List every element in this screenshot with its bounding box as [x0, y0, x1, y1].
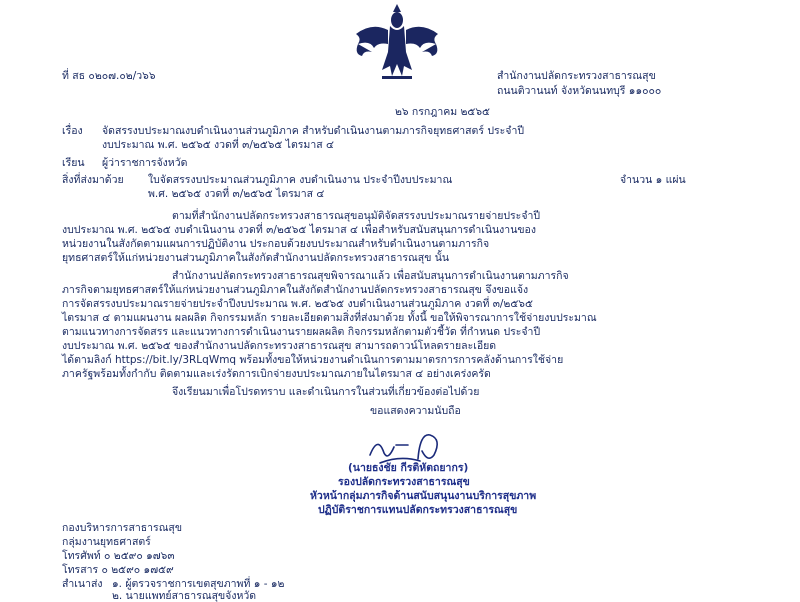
salutation-label: เรียน: [62, 157, 85, 169]
letter-date: ๒๖ กรกฎาคม ๒๕๖๕: [395, 106, 490, 118]
para1-line-2: งบประมาณ พ.ศ. ๒๕๖๕ งบดำเนินงาน งวดที่ ๓/๒๕๖๕ ไตรมาส ๔ เพื่อสำหรับสนับสนุนการดำเนินงานของ: [62, 224, 536, 236]
para2-line-5: ตามแนวทางการจัดสรร และแนวทางการดำเนินงานรายผลผลิต กิจกรรมหลักตามตัวชี้วัด ที่กำหนด ประจำปี: [62, 326, 541, 338]
signatory-title-3: ปฏิบัติราชการแทนปลัดกระทรวงสาธารณสุข: [318, 504, 518, 516]
para1-line-4: ยุทธศาสตร์ให้แก่หน่วยงานส่วนภูมิภาคในสังกัดสำนักงานปลัดกระทรวงสาธารณสุข นั้น: [62, 252, 450, 264]
para2-line-6: งบประมาณ พ.ศ. ๒๕๖๕ ของสำนักงานปลัดกระทรวงสาธารณสุข สามารถดาวน์โหลดรายละเอียด: [62, 340, 497, 352]
cc-label: สำเนาส่ง: [62, 578, 103, 590]
para2-line-1: สำนักงานปลัดกระทรวงสาธารณสุขพิจารณาแล้ว เพื่อสนับสนุนการดำเนินงานตามภารกิจ: [172, 270, 569, 282]
footer-group: กลุ่มงานยุทธศาสตร์: [62, 536, 151, 548]
footer-fax: โทรสาร ๐ ๒๕๙๐ ๑๗๕๙: [62, 564, 174, 576]
reference-number: ที่ สธ ๐๒๐๗.๐๒/ว๖๖: [62, 70, 156, 82]
signatory-title-1: รองปลัดกระทรวงสาธารณสุข: [338, 476, 470, 488]
para2-line-7: ได้ตามลิงก์ https://bit.ly/3RLqWmq พร้อมทั้งขอให้หน่วยงานดำเนินการตามมาตรการการคลังด้านการใช้จ่าย: [62, 354, 564, 366]
closing-line: จึงเรียนมาเพื่อโปรดทราบ และดำเนินการในส่วนที่เกี่ยวข้องต่อไปด้วย: [172, 386, 480, 398]
subject-line-2: งบประมาณ พ.ศ. ๒๕๖๕ งวดที่ ๓/๒๕๖๕ ไตรมาส ๔: [102, 139, 334, 151]
footer-phone: โทรศัพท์ ๐ ๒๕๙๐ ๑๗๖๓: [62, 550, 175, 562]
agency-name: สำนักงานปลัดกระทรวงสาธารณสุข: [497, 70, 656, 82]
subject-line-1: จัดสรรงบประมาณงบดำเนินงานส่วนภูมิภาค สำหรับดำเนินงานตามภารกิจยุทธศาสตร์ ประจำปี: [102, 125, 525, 137]
footer-division: กองบริหารการสาธารณสุข: [62, 522, 183, 534]
regards-text: ขอแสดงความนับถือ: [370, 405, 461, 417]
subject-label: เรื่อง: [62, 125, 83, 137]
enclosure-line-1: ใบจัดสรรงบประมาณส่วนภูมิภาค งบดำเนินงาน ประจำปีงบประมาณ: [148, 174, 453, 186]
cc-item-2: ๒. นายแพทย์สาธารณสุขจังหวัด: [112, 590, 257, 602]
garuda-emblem-icon: [352, 4, 442, 82]
para1-line-1: ตามที่สำนักงานปลัดกระทรวงสาธารณสุขอนุมัติจัดสรรงบประมาณรายจ่ายประจำปี: [172, 210, 541, 222]
enclosure-line-2: พ.ศ. ๒๕๖๕ งวดที่ ๓/๒๕๖๕ ไตรมาส ๔: [148, 188, 325, 200]
handwritten-signature-icon: [360, 425, 480, 467]
para2-line-3: การจัดสรรงบประมาณรายจ่ายประจำปีงบประมาณ พ.ศ. ๒๕๖๕ งบดำเนินงานส่วนภูมิภาค งวดที่ ๓/๒๕๖๕: [62, 298, 533, 310]
agency-address: ถนนติวานนท์ จังหวัดนนทบุรี ๑๑๐๐๐: [497, 85, 662, 97]
enclosure-label: สิ่งที่ส่งมาด้วย: [62, 174, 124, 186]
signatory-name: (นายธงชัย กีรติหัตถยากร): [348, 462, 469, 474]
para1-line-3: หน่วยงานในสังกัดตามแผนการปฏิบัติงาน ประกอบด้วยงบประมาณสำหรับดำเนินงานตามภารกิจ: [62, 238, 490, 250]
para2-line-4: ไตรมาส ๔ ตามแผนงาน ผลผลิต กิจกรรมหลัก รายละเอียดตามสิ่งที่ส่งมาด้วย ทั้งนี้ ขอให้พิจารณาการใช้จ่ายงบประมาณ: [62, 312, 597, 324]
signatory-title-2: หัวหน้ากลุ่มภารกิจด้านสนับสนุนงานบริการสุขภาพ: [310, 490, 537, 502]
salutation-recipient: ผู้ว่าราชการจังหวัด: [102, 157, 188, 169]
para2-line-2: ภารกิจตามยุทธศาสตร์ให้แก่หน่วยงานส่วนภูมิภาคในสังกัดสำนักงานปลัดกระทรวงสาธารณสุข จึงขอแจ้ง: [62, 284, 529, 296]
para2-line-8: ภาครัฐพร้อมทั้งกำกับ ติดตามและเร่งรัดการเบิกจ่ายงบประมาณภายในไตรมาส ๔ อย่างเคร่งครัด: [62, 368, 491, 380]
cc-item-1: ๑. ผู้ตรวจราชการเขตสุขภาพที่ ๑ - ๑๒: [112, 578, 285, 590]
enclosure-count: จำนวน ๑ แผ่น: [620, 174, 686, 186]
